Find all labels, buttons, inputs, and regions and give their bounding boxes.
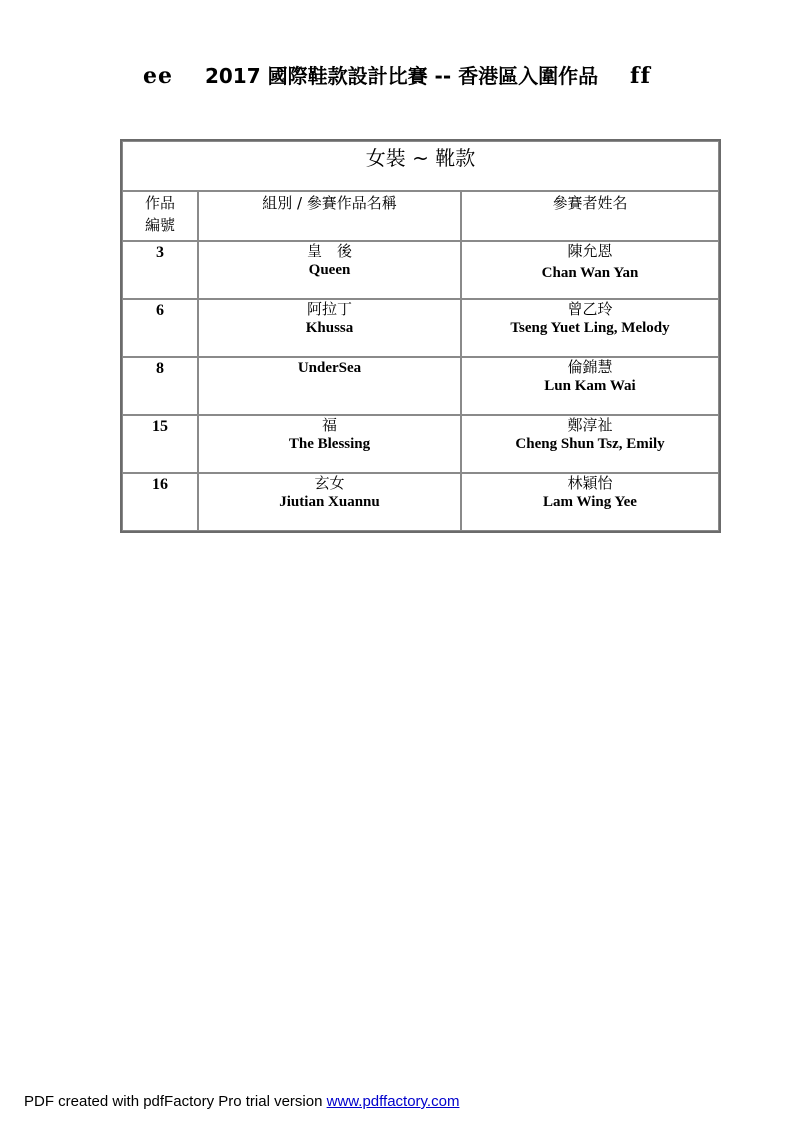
work-cell <box>198 357 461 415</box>
work-name-en: The Blessing <box>288 436 371 452</box>
pdffactory-link[interactable]: www.pdffactory.com <box>326 1093 460 1110</box>
participant-cell <box>461 241 719 299</box>
entry-number: 3 <box>122 241 198 299</box>
footer-text: PDF created with pdfFactory Pro trial version <box>24 1093 327 1110</box>
work-cell <box>198 299 461 357</box>
table-row <box>122 357 719 415</box>
section-header-row <box>122 141 719 191</box>
work-name-en: Khussa <box>305 320 354 336</box>
participant-cell <box>461 415 719 473</box>
column-header-work: 組別 / 參賽作品名稱 <box>198 191 461 241</box>
work-name-zh: 玄女 <box>314 474 345 492</box>
work-name-en: Jiutian Xuannu <box>279 494 380 510</box>
work-name-zh: 皇 後 <box>306 242 352 260</box>
work-name-en: UnderSea <box>297 360 362 376</box>
participant-name-en: Tseng Yuet Ling, Melody <box>510 320 670 336</box>
participant-name-zh: 陳允恩 <box>567 242 613 260</box>
work-cell <box>198 473 461 531</box>
work-cell <box>198 241 461 299</box>
table-row <box>122 415 719 473</box>
entry-number: 8 <box>122 357 198 415</box>
entry-number: 6 <box>122 299 198 357</box>
participant-name-zh: 林穎怡 <box>567 474 613 492</box>
participant-name-en: Lun Kam Wai <box>544 378 636 394</box>
work-cell <box>198 415 461 473</box>
work-name-zh: 阿拉丁 <box>306 300 352 318</box>
participant-name-zh: 倫錦慧 <box>567 358 613 376</box>
work-name-zh: 福 <box>321 416 337 434</box>
entry-number: 15 <box>122 415 198 473</box>
table-row <box>122 241 719 299</box>
participant-cell <box>461 473 719 531</box>
pdf-footer <box>24 1093 459 1110</box>
entry-number: 16 <box>122 473 198 531</box>
right-decoration: ff <box>630 63 651 89</box>
work-name-en: Queen <box>308 262 351 278</box>
participant-name-en: Cheng Shun Tsz, Emily <box>515 436 665 452</box>
table-row <box>122 299 719 357</box>
participant-cell <box>461 357 719 415</box>
column-header-number: 作品 編號 <box>122 191 198 241</box>
section-title: 女裝 ~ 靴款 <box>122 141 719 191</box>
participant-name-zh: 鄭淳祉 <box>567 416 613 434</box>
participant-cell <box>461 299 719 357</box>
participant-name-zh: 曾乙玲 <box>567 300 613 318</box>
participant-name-en: Lam Wing Yee <box>543 494 637 510</box>
title-text: 2017 國際鞋款設計比賽 -- 香港區入圍作品 <box>204 64 599 88</box>
column-header-participant: 參賽者姓名 <box>461 191 719 241</box>
page-title <box>0 60 794 89</box>
left-decoration: ee <box>143 63 174 89</box>
finalists-table <box>120 139 721 533</box>
column-header-row <box>122 191 719 241</box>
table-row <box>122 473 719 531</box>
participant-name-en: Chan Wan Yan <box>541 265 639 281</box>
